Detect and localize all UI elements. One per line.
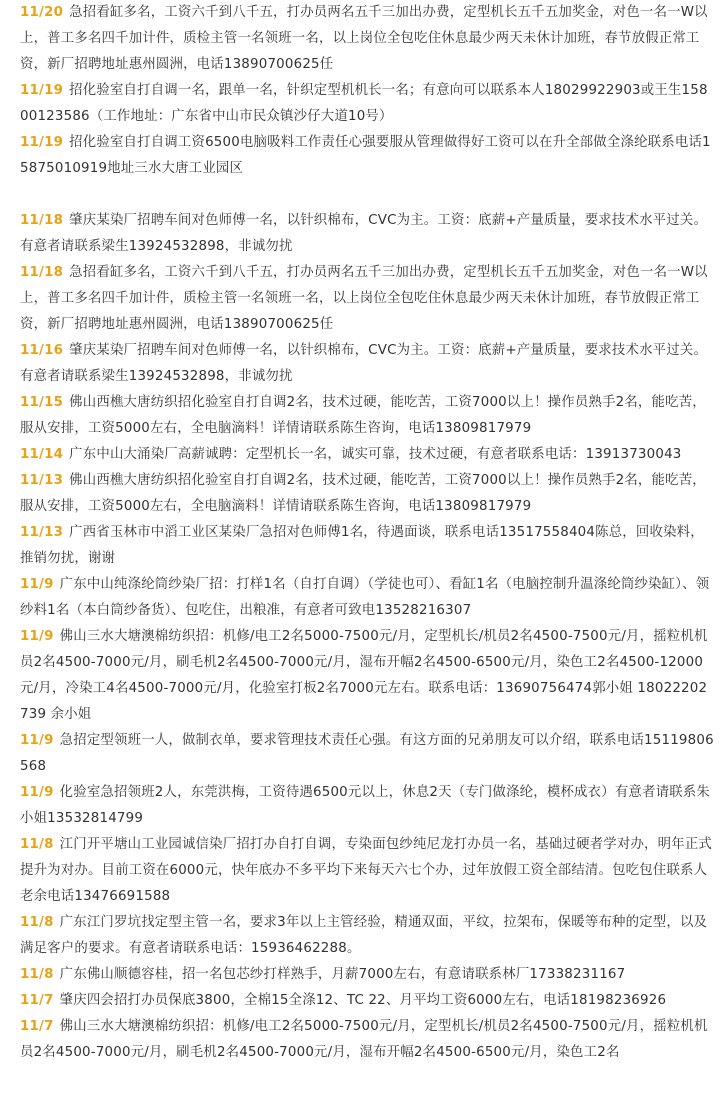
post-text: 广东中山大涌染厂高薪诚聘：定型机长一名，诚实可靠，技术过硬，有意者联系电话：13913730043 — [69, 447, 682, 462]
post-text: 肇庆某染厂招聘车间对色师傅一名，以针织棉布，CVC为主。工资：底薪+产量质量，要求技术水平过关。有意者请联系梁生13924532898，非诚勿扰 — [20, 213, 708, 254]
post-date: 11/9 — [20, 629, 54, 644]
post-text: 广东佛山顺德容桂，招一名包芯纱打样熟手，月薪7000左右，有意请联系林厂17338231167 — [59, 967, 626, 982]
post-date: 11/7 — [20, 993, 54, 1008]
post-text: 急招定型领班一人，做制衣单，要求管理技术责任心强。有这方面的兄弟朋友可以介绍，联系电话15119806568 — [20, 733, 714, 774]
post-text: 佛山西樵大唐纺织招化验室自打自调2名，技术过硬，能吃苦，工资7000以上！操作员熟手2名，能吃苦，服从安排，工资5000左右，全电脑滴料！详情请联系陈生咨询，电话13809817979 — [20, 395, 706, 436]
post-text: 招化验室自打自调工资6500电脑吸料工作责任心强要服从管理做得好工资可以在升全部做全涤纶联系电话15875010919地址三水大唐工业园区 — [20, 135, 711, 176]
post-date: 11/8 — [20, 967, 54, 982]
post-date: 11/9 — [20, 577, 54, 592]
post-date: 11/20 — [20, 5, 64, 20]
post-text: 急招看缸多名，工资六千到八千五，打办员两名五千三加出办费，定型机长五千五加奖金，对色一名一W以上，普工多名四千加计件，质检主管一名领班一名，以上岗位全包吃住休息最少两天未休计加班，春节放假正常工资，新厂招聘地址惠州圆洲，电话13890700625任 — [20, 5, 708, 72]
post-text: 佛山西樵大唐纺织招化验室自打自调2名，技术过硬，能吃苦，工资7000以上！操作员熟手2名，能吃苦，服从安排，工资5000左右，全电脑滴料！详情请联系陈生咨询，电话13809817979 — [20, 473, 706, 514]
post-date: 11/16 — [20, 343, 64, 358]
post-date: 11/19 — [20, 135, 64, 150]
job-post — [20, 520, 715, 572]
post-text: 广西省玉林市中滔工业区某染厂急招对色师傅1名，待遇面谈，联系电话13517558404陈总，回收染料，推销勿扰，谢谢 — [20, 525, 704, 566]
job-post — [20, 338, 715, 390]
job-post — [20, 0, 715, 78]
job-post — [20, 442, 715, 468]
post-date: 11/7 — [20, 1019, 54, 1034]
post-date: 11/18 — [20, 213, 64, 228]
post-text: 肇庆某染厂招聘车间对色师傅一名，以针织棉布，CVC为主。工资：底薪+产量质量，要求技术水平过关。有意者请联系梁生13924532898，非诚勿扰 — [20, 343, 708, 384]
job-post — [20, 988, 715, 1014]
job-post — [20, 468, 715, 520]
post-date: 11/9 — [20, 785, 54, 800]
post-date: 11/18 — [20, 265, 64, 280]
post-date: 11/9 — [20, 733, 54, 748]
post-text: 广东中山纯涤纶筒纱染厂招：打样1名（自打自调）（学徒也可）、看缸1名（电脑控制升温涤纶筒纱染缸）、领纱料1名（本白筒纱备货）、包吃住，出粮准，有意者可致电13528216307 — [20, 577, 710, 618]
job-post — [20, 208, 715, 260]
post-date: 11/8 — [20, 837, 54, 852]
job-post — [20, 572, 715, 624]
job-post — [20, 780, 715, 832]
post-date: 11/13 — [20, 525, 64, 540]
post-text: 化验室急招领班2人，东莞洪梅，工资待遇6500元以上，休息2天（专门做涤纶，模杯成衣）有意者请联系朱小姐13532814799 — [20, 785, 710, 826]
post-text: 广东江门罗坑找定型主管一名，要求3年以上主管经验，精通双面，平纹，拉架布，保暖等布种的定型，以及满足客户的要求。有意者请联系电话：15936462288。 — [20, 915, 708, 956]
post-date: 11/13 — [20, 473, 64, 488]
post-date: 11/8 — [20, 915, 54, 930]
job-post — [20, 390, 715, 442]
job-post — [20, 910, 715, 962]
post-date: 11/15 — [20, 395, 64, 410]
job-post — [20, 728, 715, 780]
job-post — [20, 624, 715, 728]
job-post — [20, 78, 715, 130]
post-text: 急招看缸多名，工资六千到八千五，打办员两名五千三加出办费，定型机长五千五加奖金，对色一名一W以上，普工多名四千加计件，质检主管一名领班一名，以上岗位全包吃住休息最少两天未休计加班，春节放假正常工资，新厂招聘地址惠州圆洲，电话13890700625任 — [20, 265, 708, 332]
job-post — [20, 260, 715, 338]
post-text: 江门开平塘山工业园诚信染厂招打办自打自调，专染面包纱纯尼龙打办员一名，基础过硬者学对办，明年正式提升为对办。目前工资在6000元，快年底办不多平均下来每天六七个办，过年放假工资全部结清。包吃包住联系人老余电话13476691588 — [20, 837, 713, 904]
job-post — [20, 1014, 715, 1066]
post-text: 招化验室自打自调一名，跟单一名，针织定型机机长一名；有意向可以联系本人18029922903或王生15800123586（工作地址：广东省中山市民众镇沙仔大道10号） — [20, 83, 708, 124]
post-date: 11/14 — [20, 447, 64, 462]
job-post — [20, 832, 715, 910]
post-date: 11/19 — [20, 83, 64, 98]
post-text: 佛山三水大塘澳棉纺织招：机修/电工2名5000-7500元/月，定型机长/机员2名4500-7500元/月，摇粒机机员2名4500-7000元/月，刷毛机2名4500-7000元/月，湿布开幅2名4500-6500元/月，染色工2名4500-12000元/月，冷染工4名4500-7000元/月，化验室打板2名7000元左右。联系电话：13690756474郭小姐 18022202739 余小姐 — [20, 629, 708, 722]
job-post — [20, 962, 715, 988]
post-text: 肇庆四会招打办员保底3800，全棉15全涤12、TC 22、月平均工资6000左右，电话18198236926 — [59, 993, 667, 1008]
post-text: 佛山三水大塘澳棉纺织招：机修/电工2名5000-7500元/月，定型机长/机员2名4500-7500元/月，摇粒机机员2名4500-7000元/月，刷毛机2名4500-7000元/月，湿布开幅2名4500-6500元/月，染色工2名 — [20, 1019, 708, 1060]
job-post — [20, 130, 715, 182]
